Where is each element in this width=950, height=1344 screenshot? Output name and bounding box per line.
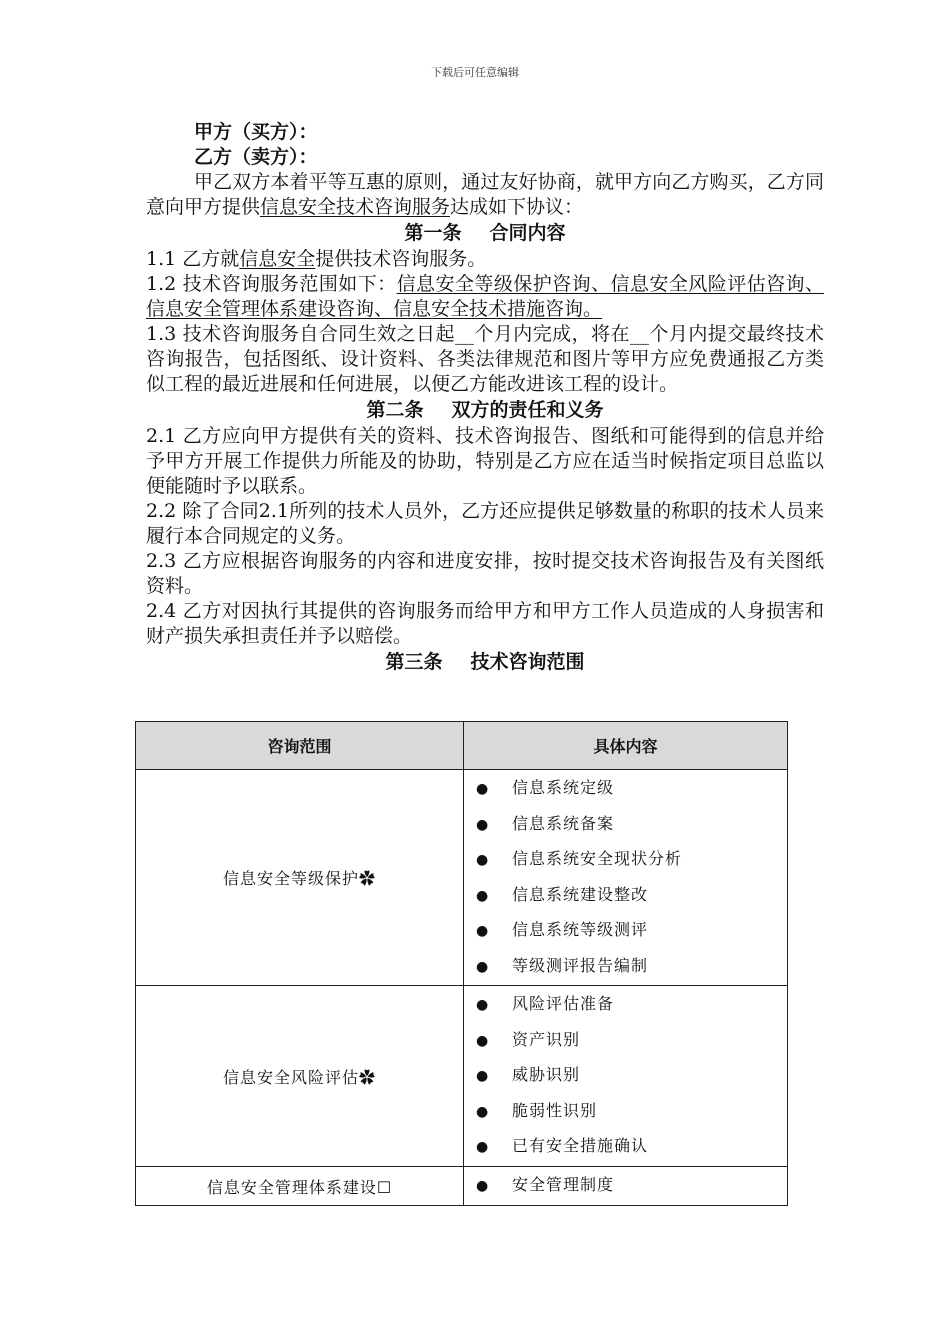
article-3-title: 第三条 技术咨询范围 [385, 651, 585, 673]
content-cell [464, 1167, 788, 1206]
bullet-icon: ● [476, 1068, 490, 1084]
bullet-icon: ● [476, 887, 490, 904]
list-item: ● 等级测评报告编制 [464, 948, 787, 984]
bullet-icon: ● [476, 1032, 490, 1049]
clause-2-2: 2.2 除了合同2.1所列的技术人员外，乙方还应提供足够数量的称职的技术人员来履行本合同规定的义务。 [146, 500, 824, 547]
list-item: ● 已有安全措施确认 [464, 1128, 787, 1164]
table-row [136, 986, 788, 1167]
clause-2-1: 2.1 乙方应向甲方提供有关的资料、技术咨询报告、图纸和可能得到的信息并给予甲方开展工作提供力所能及的协助，特别是乙方应在适当时候指定项目总监以便能随时予以联系。 [146, 425, 824, 497]
clause-1-1: 1.1 乙方就信息安全提供技术咨询服务。 [146, 248, 487, 270]
bullet-icon: ● [476, 997, 490, 1013]
bullet-icon: ● [476, 958, 490, 975]
list-item: ● 信息系统建设整改 [464, 877, 787, 913]
bullet-icon: ● [476, 781, 490, 797]
clause-2-3: 2.3 乙方应根据咨询服务的内容和进度安排，按时提交技术咨询报告及有关图纸资料。 [146, 550, 824, 597]
table-row [136, 1167, 788, 1206]
scope-cell: 信息安全管理体系建设☐ [136, 1167, 464, 1206]
list-item: ● 风险评估准备 [464, 986, 787, 1022]
list-item: ● 信息系统安全现状分析 [464, 841, 787, 877]
article-2-title: 第二条 双方的责任和义务 [366, 399, 604, 421]
service-name: 信息安全技术咨询服务 [260, 196, 451, 218]
list-item: ● 资产识别 [464, 1022, 787, 1058]
clause-2-4: 2.4 乙方对因执行其提供的咨询服务而给甲方和甲方工作人员造成的人身损害和财产损失承担责任并予以赔偿。 [146, 600, 824, 647]
header-scope: 咨询范围 [136, 722, 464, 770]
scope-cell: 信息安全等级保护✿ [136, 770, 464, 986]
bullet-icon: ● [476, 1103, 490, 1120]
party-a-label: 甲方（买方）： [194, 121, 318, 143]
list-item: ● 威胁识别 [464, 1057, 787, 1093]
list-item: ● 安全管理制度 [464, 1167, 787, 1203]
bullet-icon: ● [476, 816, 490, 833]
page-header: 下载后可任意编辑 [431, 66, 519, 79]
content-cell [464, 986, 788, 1167]
table-row [136, 770, 788, 986]
list-item: ● 信息系统定级 [464, 770, 787, 806]
bullet-icon: ● [476, 1178, 490, 1194]
contract-body [146, 120, 824, 676]
bullet-icon: ● [476, 852, 490, 868]
party-b-label: 乙方（卖方）： [194, 146, 318, 168]
header-content: 具体内容 [464, 722, 788, 770]
clause-1-2: 1.2 技术咨询服务范围如下：信息安全等级保护咨询、信息安全风险评估咨询、信息安全管理体系建设咨询、信息安全技术措施咨询。 [146, 273, 824, 320]
scope-table [135, 721, 788, 1206]
content-cell [464, 770, 788, 986]
clause-1-3: 1.3 技术咨询服务自合同生效之日起__个月内完成，将在__个月内提交最终技术咨询报告，包括图纸、设计资料、各类法律规范和图片等甲方应免费通报乙方类似工程的最近进展和任何进展，以便乙方能改进该工程的设计。 [146, 323, 824, 395]
list-item: ● 脆弱性识别 [464, 1093, 787, 1129]
list-item: ● 信息系统备案 [464, 806, 787, 842]
article-1-title: 第一条 合同内容 [404, 222, 566, 244]
bullet-icon: ● [476, 923, 490, 939]
list-item: ● 信息系统等级测评 [464, 912, 787, 948]
intro-paragraph: 甲乙双方本着平等互惠的原则，通过友好协商，就甲方向乙方购买，乙方同意向甲方提供信息安全技术咨询服务达成如下协议： [146, 171, 824, 218]
table-header-row [136, 722, 788, 770]
scope-cell: 信息安全风险评估✿ [136, 986, 464, 1167]
bullet-icon: ● [476, 1139, 490, 1155]
